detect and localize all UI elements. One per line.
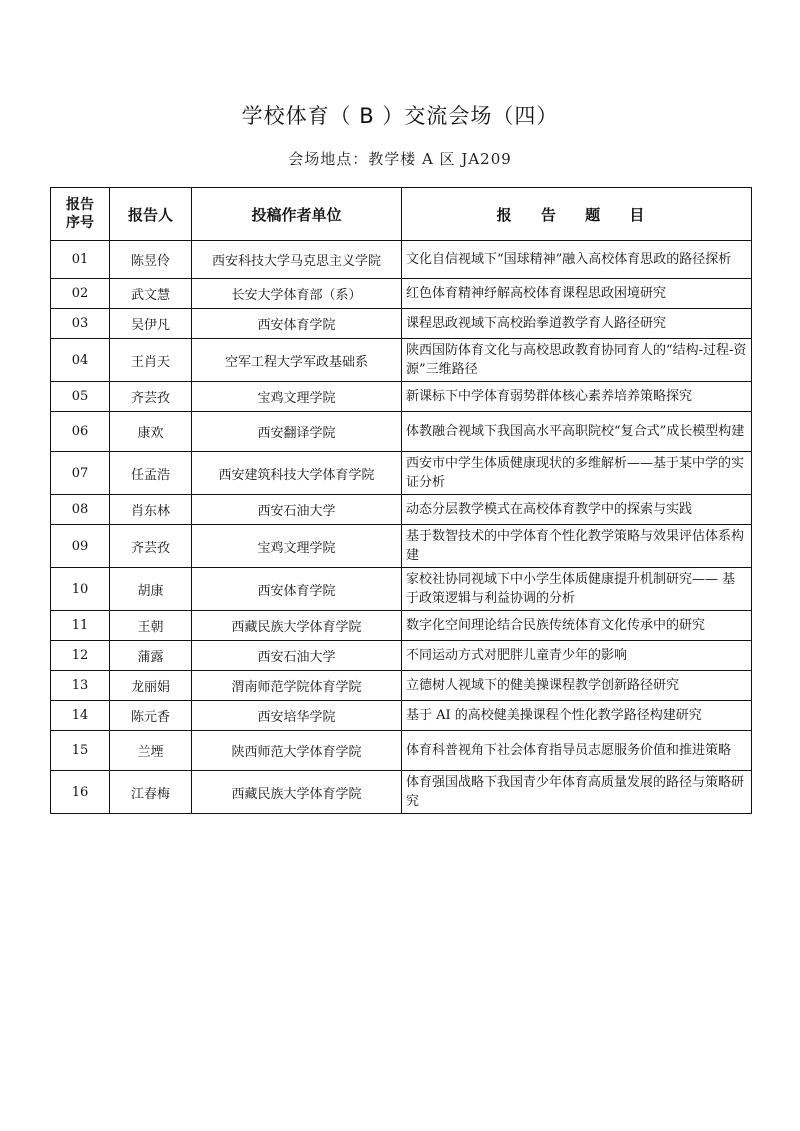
presenter-cell: 吴伊凡 [110, 309, 192, 339]
unit-cell: 渭南师范学院体育学院 [192, 671, 402, 701]
report-number-cell: 14 [51, 701, 110, 731]
table-row [51, 771, 752, 814]
report-number-cell: 15 [51, 731, 110, 771]
presenter-cell: 武文慧 [110, 279, 192, 309]
header-unit: 投稿作者单位 [192, 188, 402, 241]
presenter-cell: 兰堙 [110, 731, 192, 771]
header-row [51, 188, 752, 241]
unit-cell: 西安培华学院 [192, 701, 402, 731]
unit-cell: 西藏民族大学体育学院 [192, 611, 402, 641]
presenter-cell: 陈昱伶 [110, 241, 192, 279]
table-row [51, 279, 752, 309]
topic-cell: 西安市中学生体质健康现状的多维解析——基于某中学的实证分析 [402, 452, 752, 495]
unit-cell: 西安翻译学院 [192, 412, 402, 452]
unit-cell: 陕西师范大学体育学院 [192, 731, 402, 771]
report-number-cell: 02 [51, 279, 110, 309]
report-number-cell: 06 [51, 412, 110, 452]
presenter-cell: 胡康 [110, 568, 192, 611]
presenter-cell: 龙丽娟 [110, 671, 192, 701]
topic-cell: 基于 AI 的高校健美操课程个性化教学路径构建研究 [402, 701, 752, 731]
presenter-cell: 陈元香 [110, 701, 192, 731]
unit-cell: 西安石油大学 [192, 641, 402, 671]
topic-cell: 文化自信视域下“国球精神”融入高校体育思政的路径探析 [402, 241, 752, 279]
topic-cell: 不同运动方式对肥胖儿童青少年的影响 [402, 641, 752, 671]
report-number-cell: 16 [51, 771, 110, 814]
header-topic: 报 告 题 目 [402, 188, 752, 241]
topic-cell: 红色体育精神纾解高校体育课程思政困境研究 [402, 279, 752, 309]
report-number-cell: 09 [51, 525, 110, 568]
presenter-cell: 肖东林 [110, 495, 192, 525]
topic-cell: 课程思政视域下高校跆拳道教学育人路径研究 [402, 309, 752, 339]
unit-cell: 长安大学体育部（系） [192, 279, 402, 309]
unit-cell: 西藏民族大学体育学院 [192, 771, 402, 814]
report-number-cell: 01 [51, 241, 110, 279]
report-number-cell: 08 [51, 495, 110, 525]
table-row [51, 495, 752, 525]
unit-cell: 西安建筑科技大学体育学院 [192, 452, 402, 495]
presenter-cell: 蒲露 [110, 641, 192, 671]
table-row [51, 412, 752, 452]
topic-cell: 家校社协同视域下中小学生体质健康提升机制研究—— 基于政策逻辑与利益协调的分析 [402, 568, 752, 611]
topic-cell: 陕西国防体育文化与高校思政教育协同育人的“结构-过程-资源”三维路径 [402, 339, 752, 382]
topic-cell: 动态分层教学模式在高校体育教学中的探索与实践 [402, 495, 752, 525]
topic-cell: 数字化空间理论结合民族传统体育文化传承中的研究 [402, 611, 752, 641]
table-row [51, 611, 752, 641]
presenter-cell: 任孟浩 [110, 452, 192, 495]
report-number-cell: 07 [51, 452, 110, 495]
topic-cell: 立德树人视域下的健美操课程教学创新路径研究 [402, 671, 752, 701]
presenter-cell: 王肖天 [110, 339, 192, 382]
unit-cell: 宝鸡文理学院 [192, 525, 402, 568]
header-presenter: 报告人 [110, 188, 192, 241]
table-row [51, 568, 752, 611]
table-row [51, 452, 752, 495]
schedule-table [50, 187, 752, 814]
table-row [51, 641, 752, 671]
unit-cell: 西安体育学院 [192, 309, 402, 339]
table-row [51, 339, 752, 382]
presenter-cell: 康欢 [110, 412, 192, 452]
venue-line: 会场地点：教学楼 A 区 JA209 [288, 150, 512, 168]
report-number-cell: 13 [51, 671, 110, 701]
unit-cell: 西安石油大学 [192, 495, 402, 525]
topic-cell: 新课标下中学体育弱势群体核心素养培养策略探究 [402, 382, 752, 412]
unit-cell: 西安科技大学马克思主义学院 [192, 241, 402, 279]
report-number-cell: 12 [51, 641, 110, 671]
table-row [51, 241, 752, 279]
unit-cell: 空军工程大学军政基础系 [192, 339, 402, 382]
table-row [51, 701, 752, 731]
report-number-cell: 11 [51, 611, 110, 641]
table-row [51, 525, 752, 568]
header-report-number [51, 188, 110, 241]
unit-cell: 宝鸡文理学院 [192, 382, 402, 412]
presenter-cell: 江春梅 [110, 771, 192, 814]
topic-cell: 基于数智技术的中学体育个性化教学策略与效果评估体系构建 [402, 525, 752, 568]
report-number-cell: 10 [51, 568, 110, 611]
presenter-cell: 齐芸孜 [110, 382, 192, 412]
page-title: 学校体育（ B ）交流会场（四） [241, 104, 559, 128]
header-report-number-line2: 序号 [66, 215, 94, 231]
table-row [51, 309, 752, 339]
topic-cell: 体教融合视域下我国高水平高职院校“复合式”成长模型构建 [402, 412, 752, 452]
header-report-number-line1: 报告 [66, 197, 94, 213]
report-number-cell: 04 [51, 339, 110, 382]
presenter-cell: 齐芸孜 [110, 525, 192, 568]
table-row [51, 382, 752, 412]
report-number-cell: 05 [51, 382, 110, 412]
table-row [51, 671, 752, 701]
topic-cell: 体育科普视角下社会体育指导员志愿服务价值和推进策略 [402, 731, 752, 771]
unit-cell: 西安体育学院 [192, 568, 402, 611]
presenter-cell: 王朝 [110, 611, 192, 641]
topic-cell: 体育强国战略下我国青少年体育高质量发展的路径与策略研究 [402, 771, 752, 814]
table-row [51, 731, 752, 771]
report-number-cell: 03 [51, 309, 110, 339]
